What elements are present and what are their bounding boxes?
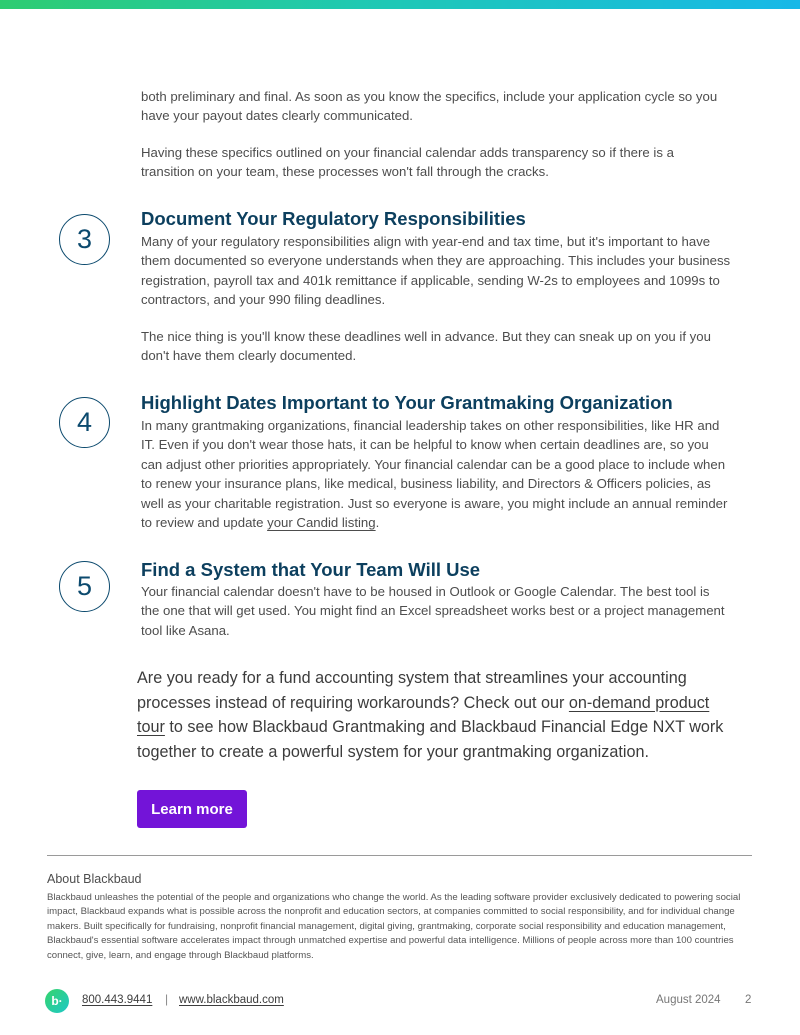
footer-separator: | — [165, 992, 169, 1006]
website-link[interactable]: www.blackbaud.com — [179, 994, 284, 1006]
footer-date: August 2024 — [656, 994, 721, 1006]
step-number-5: 5 — [59, 561, 110, 612]
phone-link[interactable]: 800.443.9441 — [82, 994, 153, 1006]
learn-more-button[interactable]: Learn more — [137, 790, 247, 828]
page-number: 2 — [745, 994, 752, 1006]
candid-listing-link[interactable]: your Candid listing — [267, 515, 376, 531]
section-4-paragraph-1: In many grantmaking organizations, financial leadership takes on other responsibilities, like HR and IT. Even if you don't wear those hats, it can be helpful to know when certain deadlines are, so you can adjust other priorities appropriately. Your financial calendar can be a good place to include when to renew your insurance plans, like medical, business liability, and Directors & Officers policies, as well as your charitable registration. Just so everyone is aware, you might include an annual reminder to review and update your Candid listing. — [141, 418, 728, 531]
section-title-important-dates: Highlight Dates Important to Your Grantmaking Organization — [141, 392, 673, 413]
about-body: Blackbaud unleashes the potential of the people and organizations who change the world. As the leading software provider exclusively dedicated to powering social impact, Blackbaud expands what is possible across the nonprofit and education sectors, at companies committed to social responsibility, and for individual change makers. Built specifically for fundraising, nonprofit financial management, digital giving, grantmaking, corporate social responsibility and education management, Blackbaud's essential software accelerates impact through unmatched expertise and powerful data intelligence. Millions of people across more than 100 countries connect, give, learn, and engage through Blackbaud platforms. — [47, 892, 741, 961]
divider — [47, 855, 752, 856]
cta-paragraph: Are you ready for a fund accounting system that streamlines your accounting processes instead of requiring workarounds? Check out our on-demand product tour to see how Blackbaud Grantmaking and Blackbaud Financial Edge NXT work together to create a powerful system for your grantmaking organization. — [137, 669, 724, 762]
section-5-paragraph-1: Your financial calendar doesn't have to be housed in Outlook or Google Calendar. The best tool is the one that will get used. You might find an Excel spreadsheet works best or a project management tool like Asana. — [141, 584, 725, 638]
section-3-paragraph-1: Many of your regulatory responsibilities align with year-end and tax time, but it's important to have them documented so everyone understands when they are approaching. This includes your business registration, payroll tax and 401k remittance if applicable, sending W-2s to employees and 1099s to contractors, and your 990 filing deadlines. — [141, 234, 731, 308]
intro-paragraph-1: both preliminary and final. As soon as you know the specifics, include your application cycle so you have your payout dates clearly communicated. — [141, 89, 718, 124]
product-tour-link[interactable]: on-demand product tour — [137, 693, 710, 737]
step-number-4: 4 — [59, 397, 110, 448]
top-gradient-bar — [0, 0, 800, 9]
section-3-paragraph-2: The nice thing is you'll know these deadlines well in advance. But they can sneak up on you if you don't have them clearly documented. — [141, 329, 711, 364]
blackbaud-logo-icon: b· — [45, 989, 69, 1013]
section-title-regulatory: Document Your Regulatory Responsibilities — [141, 208, 526, 229]
step-number-3: 3 — [59, 214, 110, 265]
about-title: About Blackbaud — [47, 872, 142, 886]
intro-paragraph-2: Having these specifics outlined on your financial calendar adds transparency so if there is a transition on your team, these processes won't fall through the cracks. — [141, 145, 674, 180]
section-title-find-system: Find a System that Your Team Will Use — [141, 559, 481, 580]
